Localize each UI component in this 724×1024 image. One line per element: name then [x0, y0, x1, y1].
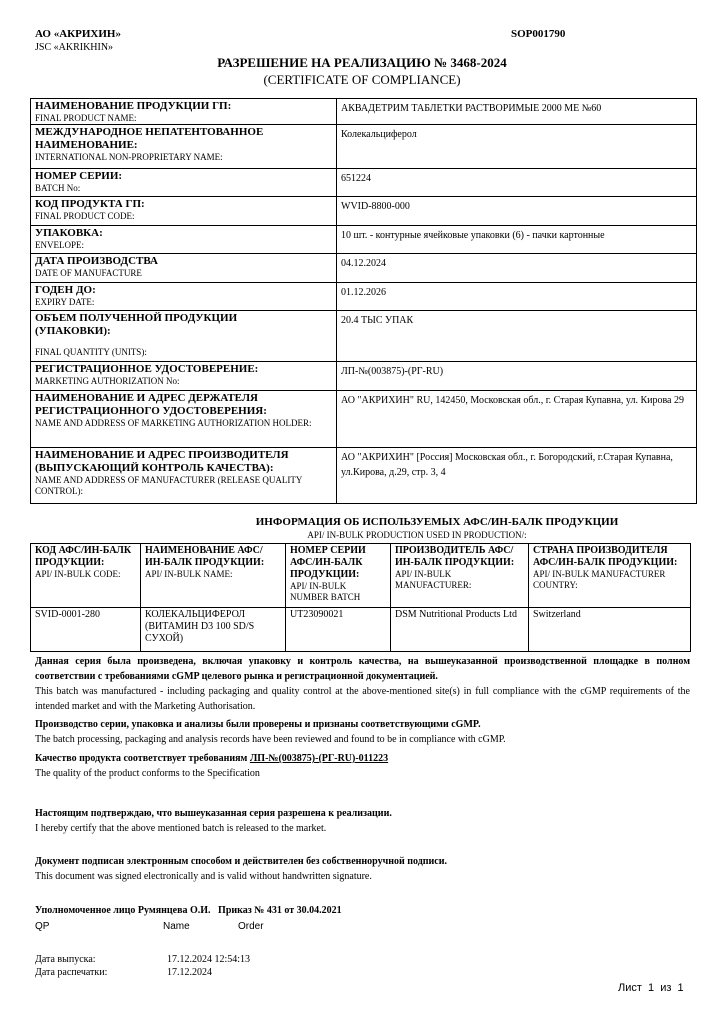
specification-reference: ЛП-№(003875)-(РГ-RU)-011223: [249, 753, 389, 764]
field-row: [31, 99, 697, 125]
statement-2: [35, 717, 690, 747]
api-section-title: ИНФОРМАЦИЯ ОБ ИСПОЛЬЗУЕМЫХ АФС/ИН-БАЛК ПРОДУКЦИИ: [255, 516, 619, 528]
statement-en: This batch was manufactured - including packaging and quality control at the above-mentioned site(s) in full compliance with the cGMP requirements of the intended market and with the Marketing Authorisation.: [35, 686, 690, 712]
statement-4: [35, 806, 690, 836]
field-label-en: BATCH No:: [35, 183, 81, 193]
statement-5: [35, 854, 690, 884]
statement-ru: Документ подписан электронным способом и действителен без собственноручной подписи.: [35, 856, 448, 867]
field-label-en: ENVELOPE:: [35, 240, 84, 250]
field-row: [31, 283, 697, 311]
field-value: 651224: [337, 169, 697, 197]
statement-en: This document was signed electronically and is valid without handwritten signature.: [35, 871, 372, 882]
field-label-en: NAME AND ADDRESS OF MANUFACTURER (RELEASE QUALITY CONTROL):: [35, 475, 303, 496]
api-header-ru: СТРАНА ПРОИЗВОДИТЕЛЯ АФС/ИН-БАЛК ПРОДУКЦИИ:: [533, 545, 678, 568]
api-header-en: API/ IN-BULK CODE:: [35, 569, 121, 579]
field-value: 20.4 ТЫС УПАК: [337, 311, 697, 362]
field-label-ru: НАИМЕНОВАНИЕ И АДРЕС ДЕРЖАТЕЛЯ РЕГИСТРАЦИОННОГО УДОСТОВЕРЕНИЯ:: [35, 392, 267, 417]
api-header-en: API/ IN-BULK NUMBER BATCH: [290, 581, 361, 602]
field-label-en: NAME AND ADDRESS OF MARKETING AUTHORIZATION HOLDER:: [35, 418, 312, 428]
sop-code: SOP001790: [511, 28, 566, 40]
api-header-row: [31, 544, 691, 608]
field-value: Колекальциферол: [337, 125, 697, 169]
api-header-en: API/ IN-BULK NAME:: [145, 569, 233, 579]
api-table: [30, 543, 691, 652]
api-header-ru: НАИМЕНОВАНИЕ АФС/ИН-БАЛК ПРОДУКЦИИ:: [145, 545, 265, 568]
field-row: [31, 448, 697, 504]
field-label-ru: КОД ПРОДУКТА ГП:: [35, 198, 145, 210]
field-value: 01.12.2026: [337, 283, 697, 311]
field-value: WVID-8800-000: [337, 197, 697, 226]
field-label-ru: НАИМЕНОВАНИЕ И АДРЕС ПРОИЗВОДИТЕЛЯ (ВЫПУСКАЮЩИЙ КОНТРОЛЬ КАЧЕСТВА):: [35, 449, 289, 474]
field-value: 10 шт. - контурные ячейковые упаковки (6) - пачки картонные: [337, 226, 697, 254]
field-label-en: DATE OF MANUFACTURE: [35, 268, 142, 278]
api-header-en: API/ IN-BULK MANUFACTURER:: [395, 569, 472, 590]
field-value: АО "АКРИХИН" RU, 142450, Московская обл., г. Старая Купавна, ул. Кирова 29: [337, 391, 697, 448]
api-column-header: [31, 544, 141, 608]
field-row: [31, 254, 697, 283]
field-row: [31, 226, 697, 254]
field-label-ru: ДАТА ПРОИЗВОДСТВА: [35, 255, 158, 267]
field-value: ЛП-№(003875)-(РГ-RU): [337, 362, 697, 391]
field-row: [31, 125, 697, 169]
statement-en: The quality of the product conforms to the Specification: [35, 768, 260, 779]
statement-en: I hereby certify that the above mentioned batch is released to the market.: [35, 823, 327, 834]
field-label-en: FINAL PRODUCT CODE:: [35, 211, 135, 221]
api-column-header: [286, 544, 391, 608]
api-header-ru: НОМЕР СЕРИИ АФС/ИН-БАЛК ПРОДУКЦИИ:: [290, 545, 366, 580]
field-label-ru: ОБЪЕМ ПОЛУЧЕННОЙ ПРОДУКЦИИ (УПАКОВКИ):: [35, 312, 238, 337]
api-column-header: [141, 544, 286, 608]
field-label-ru: РЕГИСТРАЦИОННОЕ УДОСТОВЕРЕНИЕ:: [35, 363, 259, 375]
statement-ru: Производство серии, упаковка и анализы были проверены и признаны соответствующими cGMP.: [35, 719, 481, 730]
api-cell: DSM Nutritional Products Ltd: [391, 608, 529, 652]
field-value: АКВАДЕТРИМ ТАБЛЕТКИ РАСТВОРИМЫЕ 2000 МЕ №60: [337, 99, 697, 125]
field-row: [31, 197, 697, 226]
company-name-ru: АО «АКРИХИН»: [35, 28, 121, 40]
api-header-en: API/ IN-BULK MANUFACTURER COUNTRY:: [533, 569, 666, 590]
issue-date-value: 17.12.2024 12:54:13: [167, 954, 251, 965]
field-row: [31, 311, 697, 362]
print-date-label: Дата распечатки:: [35, 967, 108, 978]
api-header-ru: КОД АФС/ИН-БАЛК ПРОДУКЦИИ:: [35, 545, 132, 568]
company-name-en: JSC «AKRIKHIN»: [35, 42, 114, 53]
field-label-ru: НАИМЕНОВАНИЕ ПРОДУКЦИИ ГП:: [35, 100, 232, 112]
api-column-header: [391, 544, 529, 608]
name-label: Name: [163, 921, 190, 932]
statement-ru: Данная серия была произведена, включая упаковку и контроль качества, на вышеуказанной производственной площадке в полном соответствии с требованиями cGMP целевого рынка и регистрационной документацией.: [35, 656, 690, 682]
field-label-en: INTERNATIONAL NON-PROPRIETARY NAME:: [35, 152, 223, 162]
api-cell: КОЛЕКАЛЬЦИФЕРОЛ (ВИТАМИН D3 100 SD/S СУХОЙ): [141, 608, 286, 652]
field-row: [31, 362, 697, 391]
field-value: АО "АКРИХИН" [Россия] Московская обл., г. Богородский, г.Старая Купавна, ул.Кирова, д.29, стр. 3, 4: [337, 448, 697, 504]
api-cell: UT23090021: [286, 608, 391, 652]
certificate-title: РАЗРЕШЕНИЕ НА РЕАЛИЗАЦИЮ № 3468-2024: [217, 55, 507, 70]
api-header-ru: ПРОИЗВОДИТЕЛЬ АФС/ ИН-БАЛК ПРОДУКЦИИ:: [395, 545, 515, 568]
field-row: [31, 169, 697, 197]
statement-3: [35, 751, 690, 781]
field-label-ru: МЕЖДУНАРОДНОЕ НЕПАТЕНТОВАННОЕ НАИМЕНОВАНИЕ:: [35, 126, 264, 151]
api-data-row: [31, 608, 691, 652]
field-label-ru: ГОДЕН ДО:: [35, 284, 96, 296]
statement-ru: Качество продукта соответствует требованиям: [35, 753, 248, 764]
certificate-subtitle: (CERTIFICATE OF COMPLIANCE): [263, 72, 461, 87]
field-label-en: EXPIRY DATE:: [35, 297, 95, 307]
field-label-ru: НОМЕР СЕРИИ:: [35, 170, 123, 182]
order-label: Order: [238, 921, 264, 932]
field-label-ru: УПАКОВКА:: [35, 227, 103, 239]
qualified-person-line: Уполномоченное лицо Румянцева О.И. Приказ № 431 от 30.04.2021: [35, 905, 342, 916]
api-cell: Switzerland: [529, 608, 691, 652]
statement-ru: Настоящим подтверждаю, что вышеуказанная серия разрешена к реализации.: [35, 808, 392, 819]
api-cell: SVID-0001-280: [31, 608, 141, 652]
field-row: [31, 391, 697, 448]
api-column-header: [529, 544, 691, 608]
statement-1: [35, 654, 690, 714]
field-value: 04.12.2024: [337, 254, 697, 283]
statement-en: The batch processing, packaging and analysis records have been reviewed and found to be in compliance with cGMP.: [35, 734, 506, 745]
field-label-en: FINAL QUANTITY (UNITS):: [35, 347, 147, 357]
issue-date-label: Дата выпуска:: [35, 954, 96, 965]
print-date-value: 17.12.2024: [167, 967, 212, 978]
api-section-subtitle: API/ IN-BULK PRODUCTION USED IN PRODUCTION/:: [307, 530, 527, 540]
field-label-en: FINAL PRODUCT NAME:: [35, 113, 137, 123]
field-label-en: MARKETING AUTHORIZATION No:: [35, 376, 180, 386]
product-info-table: [30, 98, 697, 504]
qp-label: QP: [35, 921, 50, 932]
page-number: Лист 1 из 1: [618, 982, 684, 994]
